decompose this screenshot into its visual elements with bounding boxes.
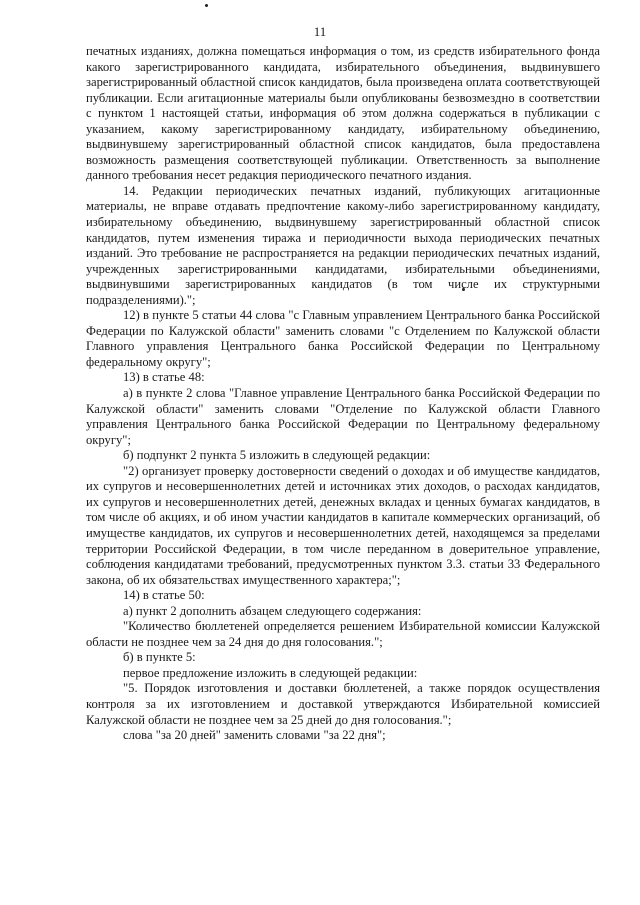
paragraph: "5. Порядок изготовления и доставки бюллетеней, а также порядок осуществления контроля за их изготовлением и доставкой утверждаются Избирательной комиссией Калужской области не позднее чем за 25 дней до дня голосования."; — [86, 681, 600, 727]
paragraph: 13) в статье 48: — [123, 370, 205, 385]
document-body — [86, 44, 600, 744]
paragraph: а) пункт 2 дополнить абзацем следующего содержания: — [123, 603, 422, 618]
paragraph: б) в пункте 5: — [123, 650, 196, 665]
page-number: 11 — [313, 24, 327, 39]
paragraph: 14. Редакции периодических печатных изданий, публикующих агитационные материалы, не вправе отдавать предпочтение какому-либо зарегистрированному кандидату, избирательному объединению, выдвинувшему зарегистрированный областной список кандидатов, путем изменения тиража и периодичности выхода периодических печатных изданий. Это требование не распространяется на редакции периодических печатных изданий, учрежденных зарегистрированными кандидатами, избирательными объединениями, выдвинувшими зарегистрированных кандидатов (в том числе их структурными подразделениями)."; — [86, 183, 600, 307]
paragraph: "Количество бюллетеней определяется решением Избирательной комиссии Калужской области не позднее чем за 24 дня до дня голосования."; — [86, 619, 600, 649]
paragraph: 12) в пункте 5 статьи 44 слова "с Главным управлением Центрального банка Российской Федерации по Калужской области" заменить словами "с Отделением по Калужской области Главного управления Центрального банка Российской Федерации по Центральному федеральному округу"; — [86, 308, 600, 369]
paragraph: а) в пункте 2 слова "Главное управление Центрального банка Российской Федерации по Калужской области" заменить словами "Отделение по Калужской области Главного управления Центрального банка Российской Федерации по Центральному федеральному округу"; — [86, 386, 600, 447]
paragraph: слова "за 20 дней" заменить словами "за 22 дня"; — [123, 728, 386, 743]
paragraph: б) подпункт 2 пункта 5 изложить в следующей редакции: — [123, 448, 431, 463]
paragraph: 14) в статье 50: — [123, 588, 205, 603]
speck-mark — [205, 4, 208, 7]
paragraph: "2) организует проверку достоверности сведений о доходах и об имуществе кандидатов, их супругов и несовершеннолетних детей и источниках этих доходов, о расходах кандидатов, их супругов и несовершеннолетних детей, денежных вкладах и ценных бумагах кандидатов, в том числе об акциях, и об ином участии кандидатов в капитале коммерческих организаций, об имуществе кандидатов, их супругов и несовершеннолетних детей, находящемся за пределами территории Российской Федерации, в том числе переданном в доверительное управление, соблюдения кандидатами требований, предусмотренных пунктом 3.3. статьи 33 Федерального закона, об их обязательствах имущественного характера;"; — [86, 463, 600, 587]
paragraph: печатных изданиях, должна помещаться информация о том, из средств избирательного фонда какого зарегистрированного кандидата, избирательного объединения, выдвинувшего зарегистрированный областной список кандидатов, была произведена оплата соответствующей публикации. Если агитационные материалы были опубликованы безвозмездно в соответствии с пунктом 1 настоящей статьи, информация об этом должна содержаться в публикации с указанием, какому зарегистрированному кандидату, избирательному объединению, выдвинувшему зарегистрированный областной список кандидатов, была предоставлена возможность размещения соответствующей публикации. Ответственность за выполнение данного требования несет редакция периодического печатного издания. — [86, 44, 600, 183]
paragraph: первое предложение изложить в следующей редакции: — [123, 665, 418, 680]
